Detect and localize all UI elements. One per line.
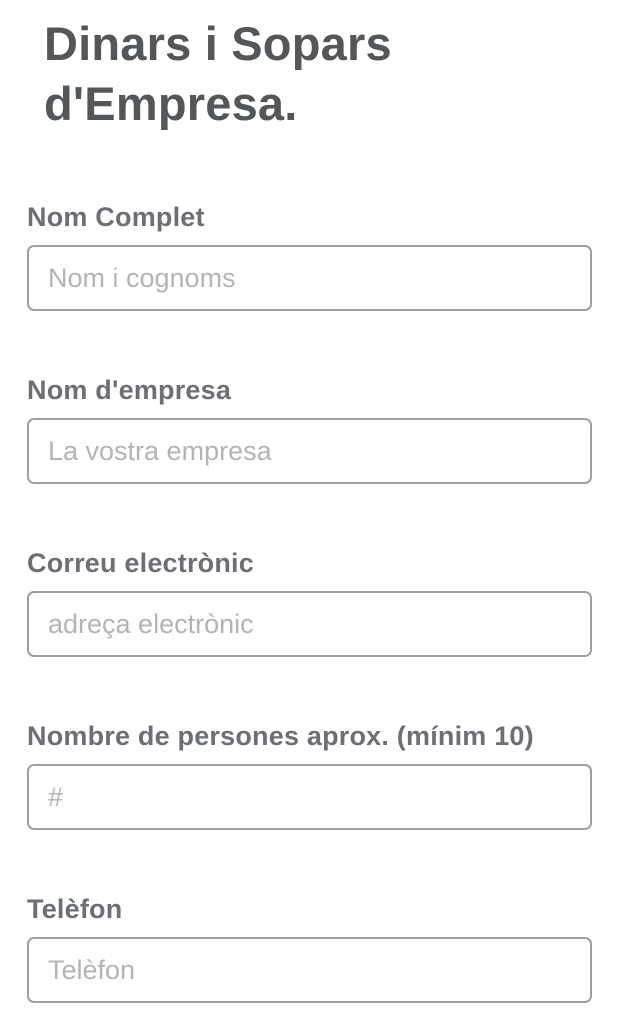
page: [0, 14, 621, 1024]
page-title: Dinars i Sopars d'Empresa.: [44, 17, 392, 131]
field-label: Nom Complet: [27, 202, 205, 233]
form-field: [27, 202, 592, 311]
contact-form: [27, 202, 592, 1003]
form-field: [27, 894, 592, 1003]
full-name-input[interactable]: [27, 245, 592, 311]
field-label: Telèfon: [27, 894, 123, 925]
people-count-input[interactable]: [27, 764, 592, 830]
form-field: [27, 375, 592, 484]
phone-input[interactable]: [27, 937, 592, 1003]
form-field: [27, 548, 592, 657]
field-label: Nombre de persones aprox. (mínim 10): [27, 721, 534, 752]
email-input[interactable]: [27, 591, 592, 657]
company-name-input[interactable]: [27, 418, 592, 484]
field-label: Correu electrònic: [27, 548, 254, 579]
field-label: Nom d'empresa: [27, 375, 232, 406]
form-field: [27, 721, 592, 830]
